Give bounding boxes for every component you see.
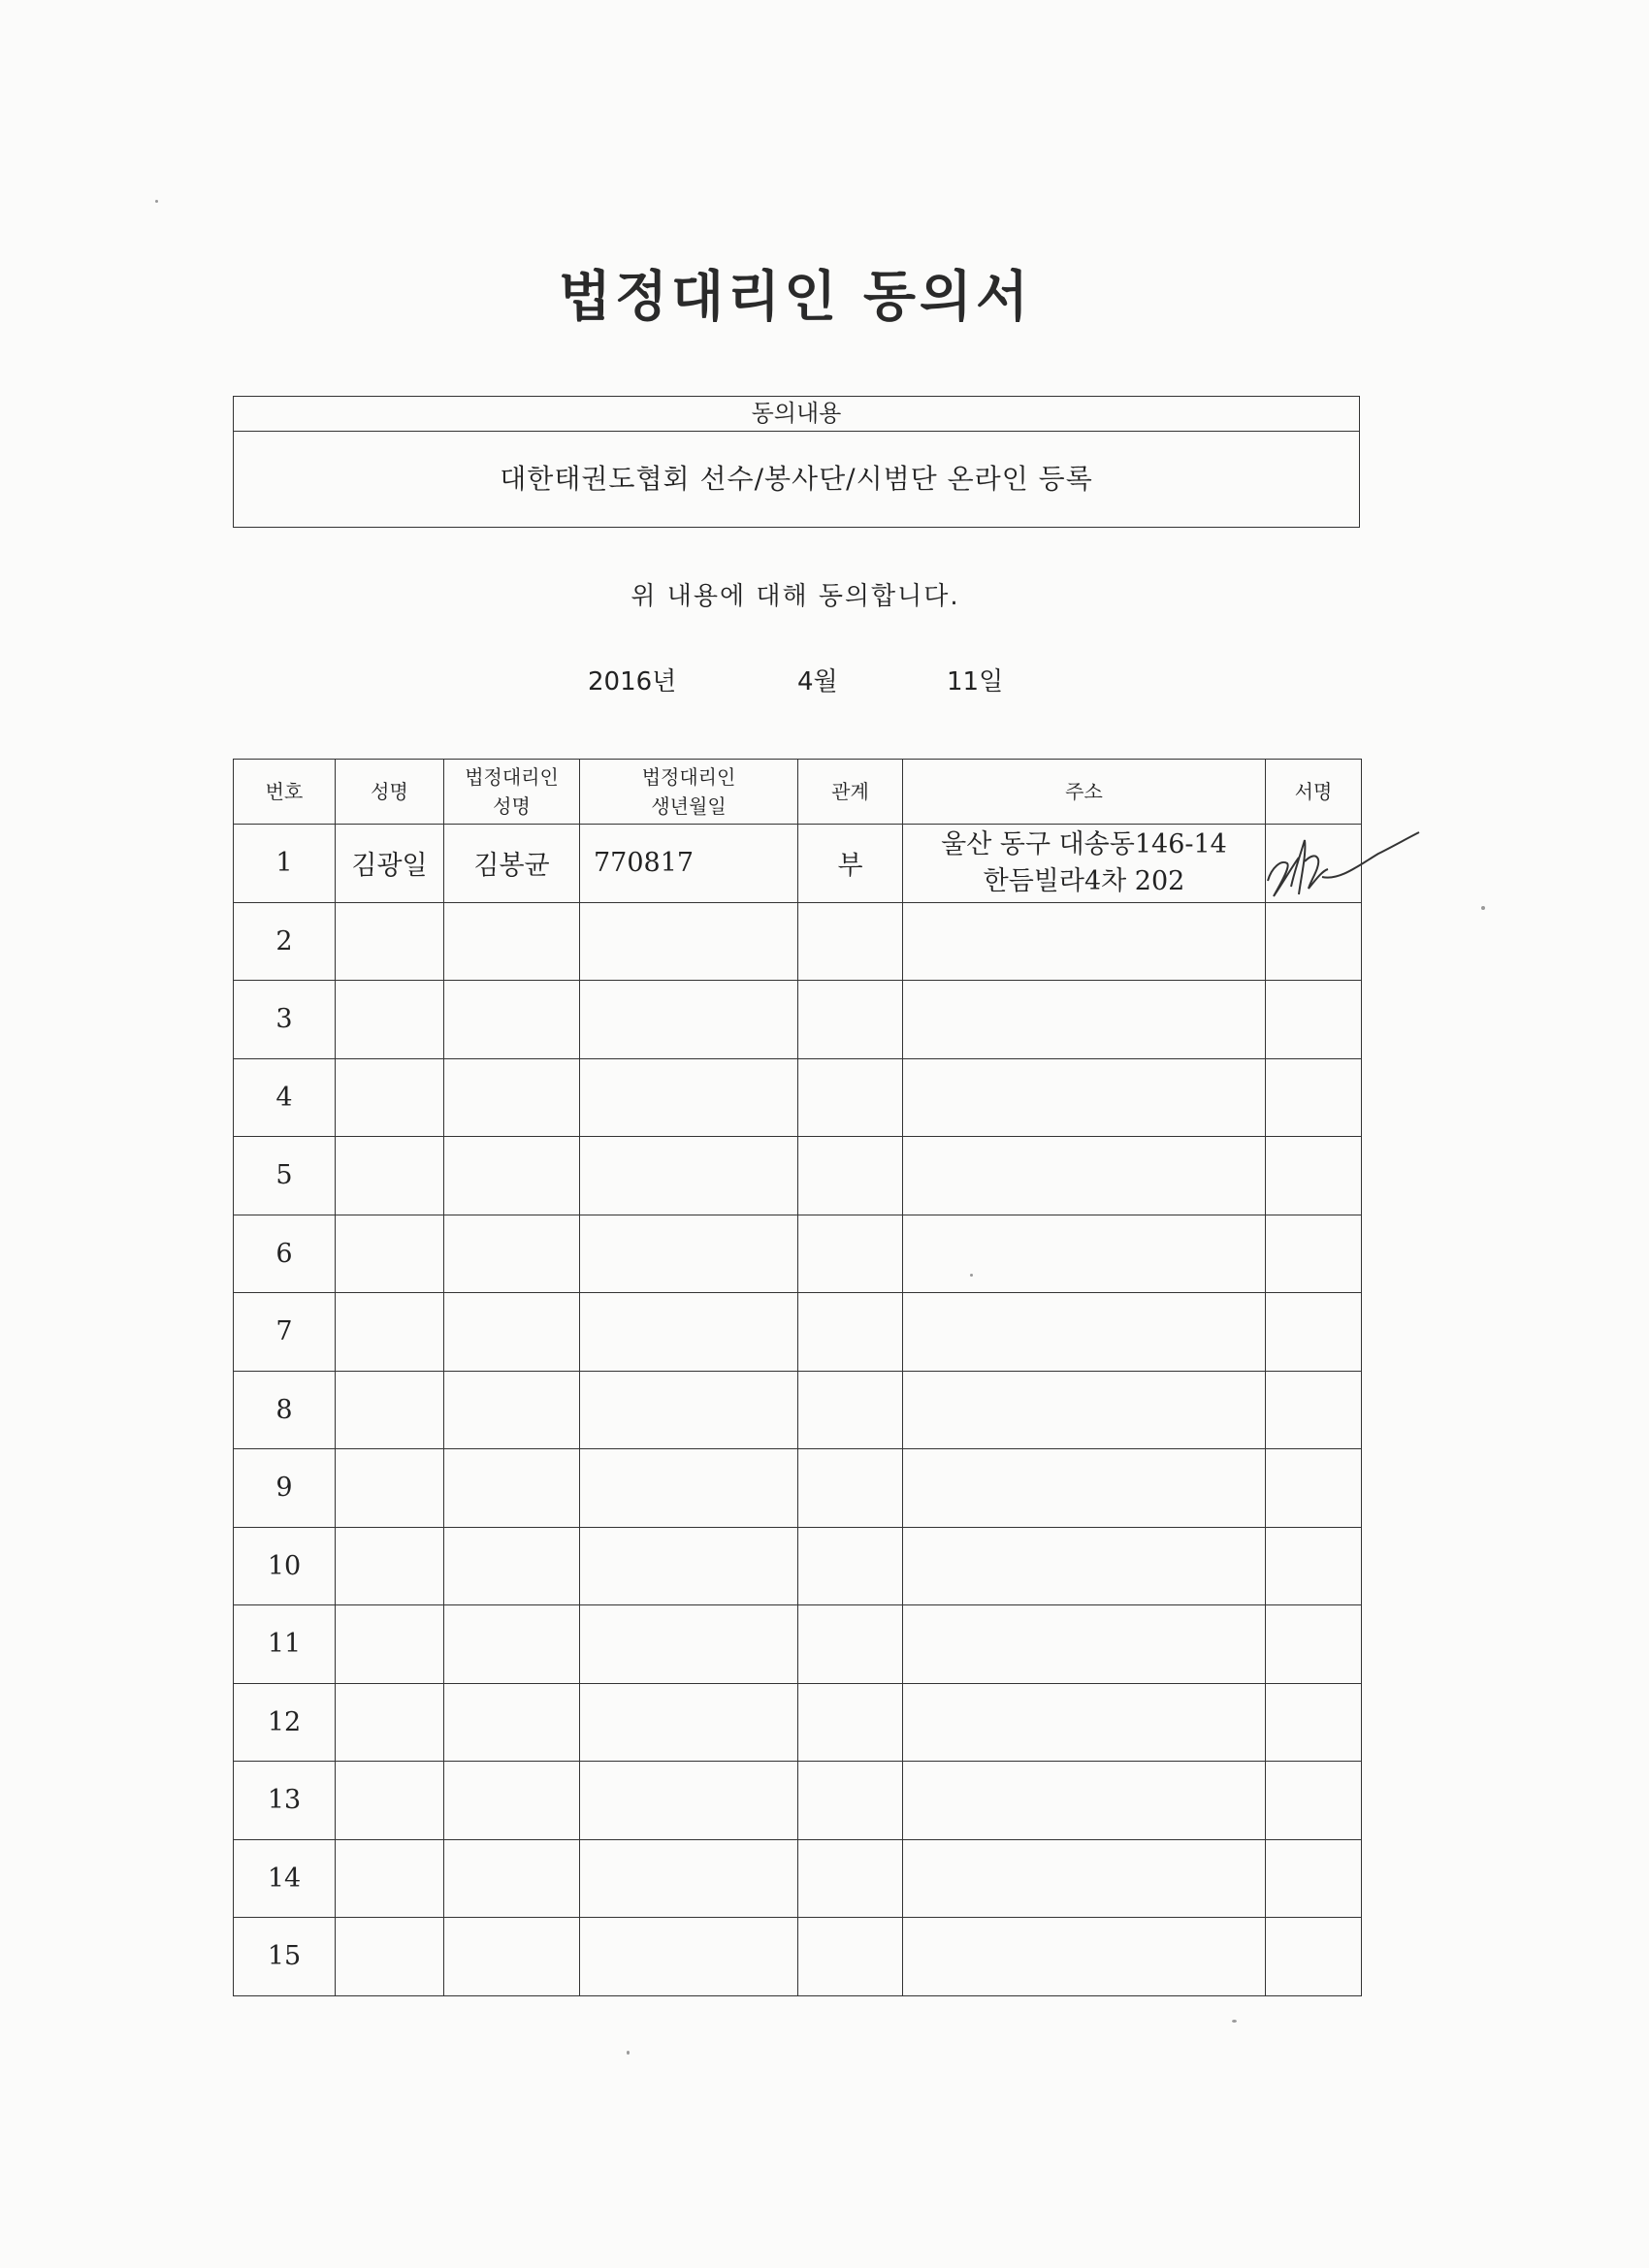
header-address: 주소 — [903, 760, 1266, 825]
header-guardian-name-line2: 성명 — [493, 794, 531, 818]
handwritten-signature — [1262, 811, 1427, 908]
table-row — [234, 1215, 1362, 1293]
row-number: 14 — [234, 1839, 336, 1918]
row-guardian-name: 김봉균 — [444, 825, 580, 903]
row-relation: 부 — [798, 825, 903, 903]
header-name: 성명 — [336, 760, 444, 825]
consent-box-header: 동의내용 — [234, 397, 1359, 432]
document-title: 법정대리인 동의서 — [558, 265, 1033, 329]
row-address — [903, 825, 1266, 903]
row-number: 6 — [234, 1215, 336, 1293]
date-year: 2016년 — [588, 667, 677, 697]
row-guardian-birth: 770817 — [580, 825, 798, 903]
row-number: 15 — [234, 1918, 336, 1996]
header-guardian-birth-line2: 생년월일 — [651, 794, 727, 818]
row-number: 1 — [234, 825, 336, 903]
consent-content-box — [233, 396, 1360, 528]
header-guardian-birth-line1: 법정대리인 — [641, 765, 736, 789]
guardian-roster-table — [233, 759, 1362, 1996]
row-number: 8 — [234, 1371, 336, 1449]
header-number: 번호 — [234, 760, 336, 825]
table-row — [234, 981, 1362, 1059]
header-guardian-name-line1: 법정대리인 — [465, 765, 559, 789]
header-signature: 서명 — [1266, 760, 1362, 825]
table-row — [234, 1527, 1362, 1605]
table-row — [234, 1058, 1362, 1137]
table-row — [234, 1918, 1362, 1996]
scan-speck — [970, 1274, 973, 1277]
scan-speck — [1232, 2020, 1237, 2023]
table-row — [234, 825, 1362, 903]
row-address-line2: 한듬빌라4차 202 — [983, 865, 1185, 896]
table-row — [234, 1449, 1362, 1528]
table-header-row — [234, 760, 1362, 825]
table-row — [234, 1137, 1362, 1215]
row-number: 10 — [234, 1527, 336, 1605]
agreement-statement: 위 내용에 대해 동의합니다. — [630, 582, 960, 611]
header-relation: 관계 — [798, 760, 903, 825]
row-number: 13 — [234, 1762, 336, 1840]
table-row — [234, 1762, 1362, 1840]
table-row — [234, 1371, 1362, 1449]
row-number: 4 — [234, 1058, 336, 1137]
consent-box-content: 대한태권도협회 선수/봉사단/시범단 온라인 등록 — [500, 463, 1093, 495]
row-number: 9 — [234, 1449, 336, 1528]
row-number: 12 — [234, 1683, 336, 1762]
row-number: 2 — [234, 902, 336, 981]
row-number: 7 — [234, 1293, 336, 1372]
table-row — [234, 1839, 1362, 1918]
row-signature — [1266, 825, 1362, 903]
table-row — [234, 1293, 1362, 1372]
row-name: 김광일 — [336, 825, 444, 903]
row-number: 11 — [234, 1605, 336, 1684]
scan-speck — [1481, 906, 1485, 910]
scan-speck — [155, 200, 158, 203]
table-row — [234, 1683, 1362, 1762]
date-day: 11일 — [947, 667, 1004, 697]
row-number: 3 — [234, 981, 336, 1059]
row-number: 5 — [234, 1137, 336, 1215]
table-row — [234, 902, 1362, 981]
row-address-line1: 울산 동구 대송동146-14 — [941, 828, 1227, 859]
scan-speck — [627, 2051, 630, 2055]
date-month: 4월 — [797, 667, 838, 697]
table-row — [234, 1605, 1362, 1684]
header-guardian-birth — [580, 760, 798, 825]
header-guardian-name — [444, 760, 580, 825]
